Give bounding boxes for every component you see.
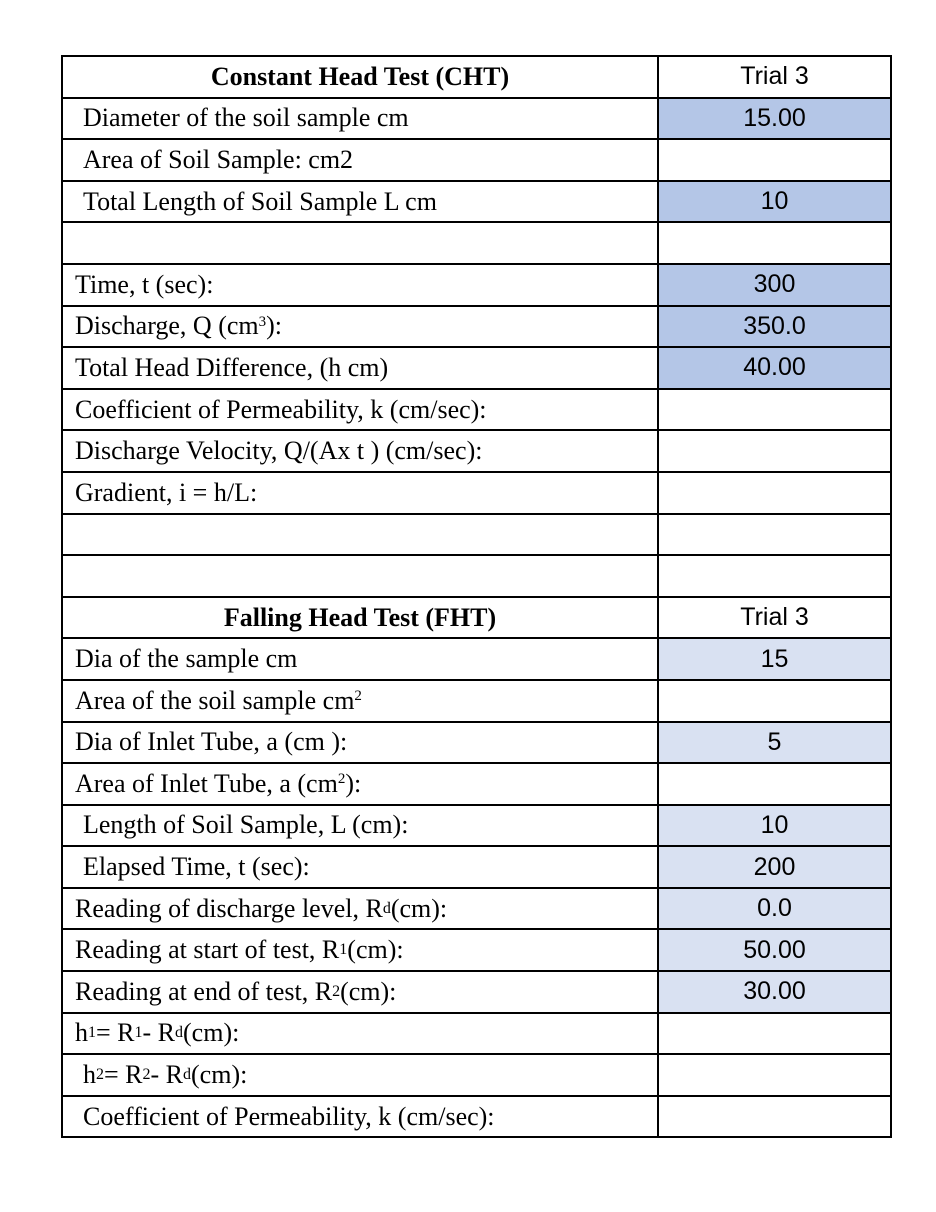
cht-header-row [63, 57, 892, 99]
cht-gradient-cell[interactable] [659, 473, 892, 513]
fht-header-row [63, 598, 892, 640]
fht-h2-label: h 2 = R 2 - R d (cm): [63, 1055, 659, 1095]
fht-h2-cell[interactable] [659, 1055, 892, 1095]
fht-k-cell[interactable] [659, 1097, 892, 1137]
fht-time-row [63, 847, 892, 889]
fht-trial-label: Trial 3 [659, 598, 892, 638]
blank-row [63, 556, 892, 598]
fht-rd-cell[interactable]: 0.0 [659, 889, 892, 929]
fht-r2-row [63, 972, 892, 1014]
fht-title: Falling Head Test (FHT) [63, 598, 659, 638]
fht-length-row [63, 806, 892, 848]
fht-k-label: Coefficient of Permeability, k (cm/sec): [63, 1097, 659, 1137]
fht-h1-row [63, 1014, 892, 1056]
fht-length-cell[interactable]: 10 [659, 806, 892, 846]
cht-time-label: Time, t (sec): [63, 265, 659, 305]
fht-area-label: Area of the soil sample cm $^2$ [63, 681, 659, 721]
cht-discharge-cell[interactable]: 350.0 [659, 307, 892, 347]
cht-diameter-label: Diameter of the soil sample cm [63, 99, 659, 139]
cht-title: Constant Head Test (CHT) [63, 57, 659, 97]
fht-h2-row [63, 1055, 892, 1097]
cht-time-cell[interactable]: 300 [659, 265, 892, 305]
cht-trial-label: Trial 3 [659, 57, 892, 97]
cht-area-row [63, 140, 892, 182]
fht-dia-row [63, 639, 892, 681]
fht-inlet-dia-label: Dia of Inlet Tube, a (cm ): [63, 723, 659, 763]
cht-head-row [63, 348, 892, 390]
cht-k-label: Coefficient of Permeability, k (cm/sec): [63, 390, 659, 430]
fht-rd-row [63, 889, 892, 931]
fht-h1-label: h 1 = R 1 - R d (cm): [63, 1014, 659, 1054]
fht-inlet-dia-cell[interactable]: 5 [659, 723, 892, 763]
fht-time-label: Elapsed Time, t (sec): [63, 847, 659, 887]
fht-inlet-area-cell[interactable] [659, 764, 892, 804]
cht-discharge-label: Discharge, Q (cm $^3$ ): [63, 307, 659, 347]
fht-time-cell[interactable]: 200 [659, 847, 892, 887]
cht-area-cell[interactable] [659, 140, 892, 180]
cht-k-row [63, 390, 892, 432]
blank-cell[interactable] [659, 515, 892, 555]
cht-velocity-row [63, 431, 892, 473]
cht-gradient-row [63, 473, 892, 515]
blank-label [63, 556, 659, 596]
cht-area-label: Area of Soil Sample: cm2 [63, 140, 659, 180]
cht-velocity-cell[interactable] [659, 431, 892, 471]
cht-k-cell[interactable] [659, 390, 892, 430]
fht-k-row [63, 1097, 892, 1139]
cht-blank-row [63, 223, 892, 265]
fht-rd-label: Reading of discharge level, R d (cm): [63, 889, 659, 929]
cht-discharge-row [63, 307, 892, 349]
cht-diameter-cell[interactable]: 15.00 [659, 99, 892, 139]
blank-row [63, 515, 892, 557]
permeability-sheet [61, 55, 892, 1138]
fht-r2-cell[interactable]: 30.00 [659, 972, 892, 1012]
blank-cell[interactable] [659, 223, 892, 263]
cht-velocity-label: Discharge Velocity, Q/(Ax t ) (cm/sec): [63, 431, 659, 471]
blank-label [63, 515, 659, 555]
fht-inlet-dia-row [63, 723, 892, 765]
fht-inlet-area-row [63, 764, 892, 806]
fht-r1-row [63, 930, 892, 972]
cht-time-row [63, 265, 892, 307]
fht-area-row [63, 681, 892, 723]
fht-dia-cell[interactable]: 15 [659, 639, 892, 679]
cht-diameter-row [63, 99, 892, 141]
fht-r2-label: Reading at end of test, R 2 (cm): [63, 972, 659, 1012]
fht-r1-cell[interactable]: 50.00 [659, 930, 892, 970]
cht-gradient-label: Gradient, i = h/L: [63, 473, 659, 513]
cht-length-cell[interactable]: 10 [659, 182, 892, 222]
cht-head-cell[interactable]: 40.00 [659, 348, 892, 388]
fht-r1-label: Reading at start of test, R 1 (cm): [63, 930, 659, 970]
blank-label [63, 223, 659, 263]
cht-length-label: Total Length of Soil Sample L cm [63, 182, 659, 222]
blank-cell[interactable] [659, 556, 892, 596]
cht-head-label: Total Head Difference, (h cm) [63, 348, 659, 388]
fht-inlet-area-label: Area of Inlet Tube, a (cm $^2$ ): [63, 764, 659, 804]
fht-area-cell[interactable] [659, 681, 892, 721]
fht-length-label: Length of Soil Sample, L (cm): [63, 806, 659, 846]
fht-h1-cell[interactable] [659, 1014, 892, 1054]
fht-dia-label: Dia of the sample cm [63, 639, 659, 679]
cht-length-row [63, 182, 892, 224]
